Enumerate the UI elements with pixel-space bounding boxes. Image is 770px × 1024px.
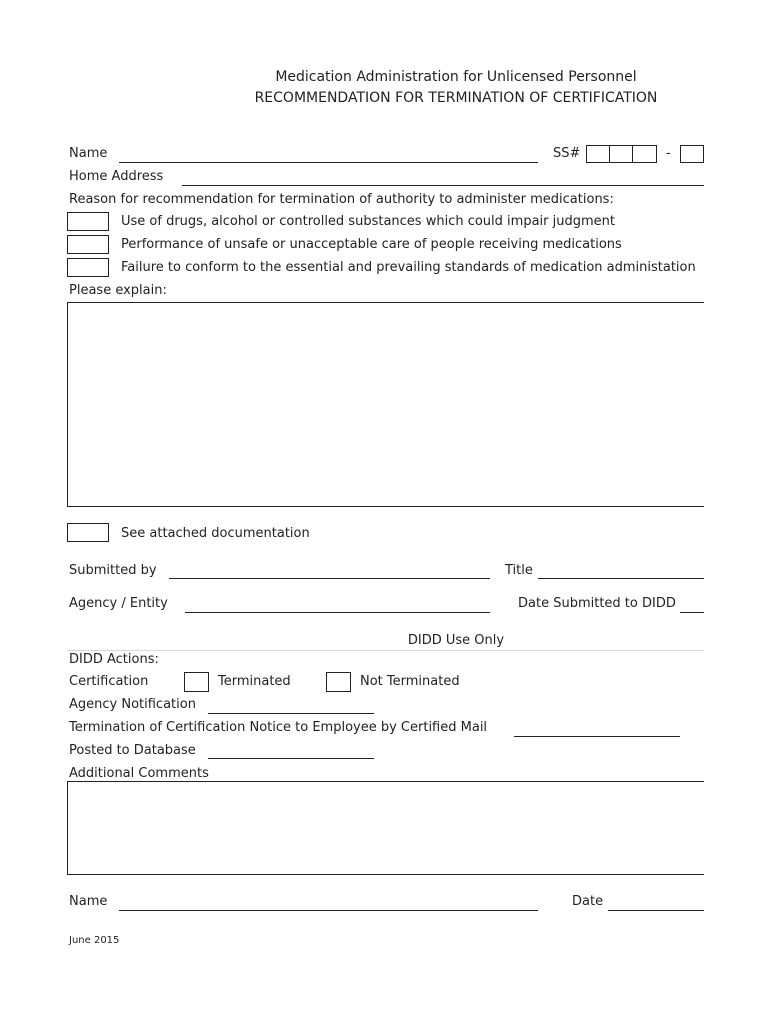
ss-dash: -	[666, 146, 671, 161]
date-submitted-label: Date Submitted to DIDD	[518, 596, 676, 611]
explain-textarea[interactable]	[67, 302, 704, 507]
reason-text-drugs: Use of drugs, alcohol or controlled substances which could impair judgment	[121, 214, 615, 229]
reason-checkbox-standards[interactable]	[67, 258, 109, 277]
reason-text-unsafe-care: Performance of unsafe or unacceptable care of people receiving medications	[121, 237, 622, 252]
date-submitted-field[interactable]	[680, 612, 704, 613]
home-address-label: Home Address	[69, 169, 164, 184]
didd-section-title: DIDD Use Only	[407, 633, 505, 648]
title-label: Title	[505, 563, 533, 578]
reason-text-standards: Failure to conform to the essential and prevailing standards of medication administation	[121, 260, 696, 275]
agency-notification-field[interactable]	[208, 713, 374, 714]
agency-field[interactable]	[185, 612, 490, 613]
agency-label: Agency / Entity	[69, 596, 168, 611]
name-label: Name	[69, 146, 108, 161]
ss-label: SS#	[553, 146, 581, 161]
terminated-checkbox[interactable]	[184, 672, 209, 692]
posted-field[interactable]	[208, 758, 374, 759]
signer-date-label: Date	[572, 894, 604, 909]
ss-digit-box-2[interactable]	[609, 145, 633, 163]
didd-actions-label: DIDD Actions:	[69, 652, 159, 667]
attached-label: See attached documentation	[121, 526, 310, 541]
reason-checkbox-drugs[interactable]	[67, 212, 109, 231]
not-terminated-checkbox[interactable]	[326, 672, 351, 692]
form-subtitle: Medication Administration for Unlicensed Personnel	[275, 69, 637, 85]
not-terminated-label: Not Terminated	[360, 674, 460, 689]
ss-digit-box-1[interactable]	[586, 145, 610, 163]
attached-checkbox[interactable]	[67, 523, 109, 542]
posted-label: Posted to Database	[69, 743, 196, 758]
certification-label: Certification	[69, 674, 149, 689]
submitted-by-field[interactable]	[169, 578, 490, 579]
footer-date: June 2015	[69, 935, 120, 946]
title-field[interactable]	[538, 578, 704, 579]
agency-notification-label: Agency Notification	[69, 697, 196, 712]
terminated-label: Terminated	[218, 674, 291, 689]
signer-name-field[interactable]	[119, 910, 538, 911]
ss-digit-box-3[interactable]	[632, 145, 657, 163]
didd-divider	[67, 650, 704, 651]
reason-label: Reason for recommendation for termination of authority to administer medications:	[69, 192, 614, 207]
submitted-by-label: Submitted by	[69, 563, 157, 578]
ss-digit-box-4[interactable]	[680, 145, 704, 163]
comments-label: Additional Comments	[69, 766, 209, 781]
form-title: RECOMMENDATION FOR TERMINATION OF CERTIFICATION	[254, 90, 658, 106]
signer-date-field[interactable]	[608, 910, 704, 911]
explain-label: Please explain:	[69, 283, 167, 298]
mail-notice-field[interactable]	[514, 736, 680, 737]
mail-notice-label: Termination of Certification Notice to Employee by Certified Mail	[69, 720, 488, 735]
reason-checkbox-unsafe-care[interactable]	[67, 235, 109, 254]
comments-textarea[interactable]	[67, 781, 704, 875]
home-address-field[interactable]	[182, 185, 704, 186]
signer-name-label: Name	[69, 894, 108, 909]
name-field[interactable]	[119, 162, 538, 163]
